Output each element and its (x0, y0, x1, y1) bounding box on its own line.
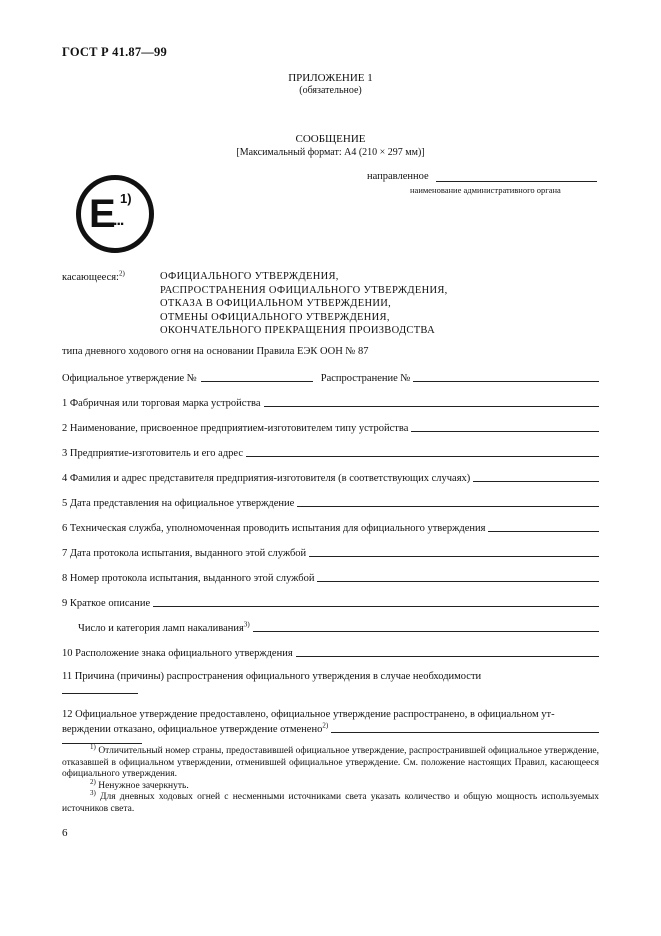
footnote-3-text: Для дневных ходовых огней с несменными источниками света указать количество и общую мощность используемых источников света. (62, 792, 600, 814)
extension-number-field[interactable] (413, 371, 599, 382)
item-5-field[interactable] (297, 496, 599, 507)
concerning-option: ОТМЕНЫ ОФИЦИАЛЬНОГО УТВЕРЖДЕНИЯ, (160, 311, 390, 323)
item-label: 2 Наименование, присвоенное предприятием-изготовителем типу устройства (62, 423, 409, 434)
item-label: 5 Дата представления на официальное утверждение (62, 498, 295, 509)
approval-number-row (62, 371, 599, 384)
item-1-row (62, 396, 599, 409)
approval-number-field[interactable] (201, 371, 313, 382)
issued-by-caption: наименование административного органа (410, 185, 561, 195)
communication-format: [Максимальный формат: А4 (210 × 297 мм)] (236, 147, 425, 158)
item-10-field[interactable] (296, 646, 599, 657)
item-4-field[interactable] (473, 471, 599, 482)
item-label: 7 Дата протокола испытания, выданного этой службой (62, 548, 307, 559)
item-12-line2 (62, 721, 329, 735)
item-11-field[interactable] (62, 683, 138, 694)
item-6-field[interactable] (488, 521, 599, 532)
item-5-row (62, 496, 599, 509)
item-8-field[interactable] (317, 571, 599, 582)
item-label: 10 Расположение знака официального утверждения (62, 648, 293, 659)
item-label: 1 Фабричная или торговая марка устройства (62, 398, 261, 409)
lamps-label-text: Число и категория ламп накаливания (78, 623, 244, 634)
item-2-row (62, 421, 599, 434)
footnote-2-mark: 2) (90, 777, 96, 786)
item-label: 4 Фамилия и адрес представителя предприятия-изготовителя (в соответствующих случаях) (62, 473, 471, 484)
footnote-3-mark: 3) (90, 788, 96, 797)
item-12-sup: 2) (322, 721, 329, 730)
approval-mark-letter: E (89, 192, 116, 236)
issued-by-label: направленное (367, 171, 429, 182)
item-9-field[interactable] (153, 596, 599, 607)
item-12-line1: 12 Официальное утверждение предоставлено, официальное утверждение распространено, в официальном ут- (62, 709, 555, 720)
concerning-options (160, 270, 448, 338)
footnote-2-text: Ненужное зачеркнуть. (98, 780, 189, 791)
item-3-row (62, 446, 599, 459)
concerning-option: РАСПРОСТРАНЕНИЯ ОФИЦИАЛЬНОГО УТВЕРЖДЕНИЯ, (160, 284, 448, 296)
issued-by-field[interactable] (436, 171, 597, 182)
item-label: 6 Техническая служба, уполномоченная проводить испытания для официального утверждения (62, 523, 486, 534)
approval-mark-dots: ... (113, 212, 124, 229)
annex-title: ПРИЛОЖЕНИЕ 1 (288, 72, 373, 84)
concerning-label-text: касающееся: (62, 272, 119, 283)
extension-number-label: Распространение № (320, 373, 411, 384)
item-10-row (62, 646, 599, 659)
item-11-label: 11 Причина (причины) распространения официального утверждения в случае необходимости (62, 671, 482, 682)
item-7-row (62, 546, 599, 559)
item-3-field[interactable] (246, 446, 599, 457)
footnote-3 (62, 788, 600, 815)
approval-number-label: Официальное утверждение № (62, 373, 197, 384)
standard-designation: ГОСТ Р 41.87—99 (62, 45, 167, 59)
item-label: 3 Предприятие-изготовитель и его адрес (62, 448, 244, 459)
item-7-field[interactable] (309, 546, 599, 557)
concerning-label (62, 269, 125, 283)
lamps-label (78, 620, 250, 634)
item-9-row (62, 596, 599, 609)
annex-status: (обязательное) (299, 85, 362, 96)
footnote-1-mark: 1) (90, 742, 96, 751)
item-4-row (62, 471, 599, 484)
item-8-row (62, 571, 599, 584)
page-number: 6 (62, 827, 68, 839)
type-line: типа дневного ходового огня на основании Правила ЕЭК ООН № 87 (62, 346, 369, 357)
item-12-row (62, 722, 599, 735)
lamps-sup: 3) (243, 620, 250, 629)
item-12-field[interactable] (331, 722, 599, 733)
concerning-option: ОТКАЗА В ОФИЦИАЛЬНОМ УТВЕРЖДЕНИИ, (160, 298, 392, 309)
item-12-line2-text: верждении отказано, официальное утверждение отменено (62, 724, 323, 735)
item-label: 8 Номер протокола испытания, выданного этой службой (62, 573, 315, 584)
footnote-separator (62, 743, 142, 744)
concerning-label-sup: 2) (118, 269, 125, 278)
lamps-field[interactable] (253, 621, 599, 632)
communication-title: СООБЩЕНИЕ (295, 133, 366, 145)
footnote-2 (62, 777, 599, 793)
approval-mark (75, 174, 155, 254)
footnote-1-text: Отличительный номер страны, предоставившей официальное утверждение, распространившей официальное утверждение, отказавшей в официальном утверждении, отменившей официальное утверждение. См. положение настоящих Правил, касающееся официального утверждения. (62, 746, 599, 779)
item-2-field[interactable] (411, 421, 599, 432)
footnotes (62, 742, 600, 815)
approval-mark-footnote: 1) (120, 191, 132, 206)
footnote-1 (62, 742, 599, 781)
lamps-row (78, 621, 599, 634)
concerning-option: ОФИЦИАЛЬНОГО УТВЕРЖДЕНИЯ, (160, 271, 339, 282)
item-6-row (62, 521, 599, 534)
item-label: 9 Краткое описание (62, 598, 151, 609)
concerning-option: ОКОНЧАТЕЛЬНОГО ПРЕКРАЩЕНИЯ ПРОИЗВОДСТВА (160, 325, 435, 336)
item-1-field[interactable] (264, 396, 599, 407)
